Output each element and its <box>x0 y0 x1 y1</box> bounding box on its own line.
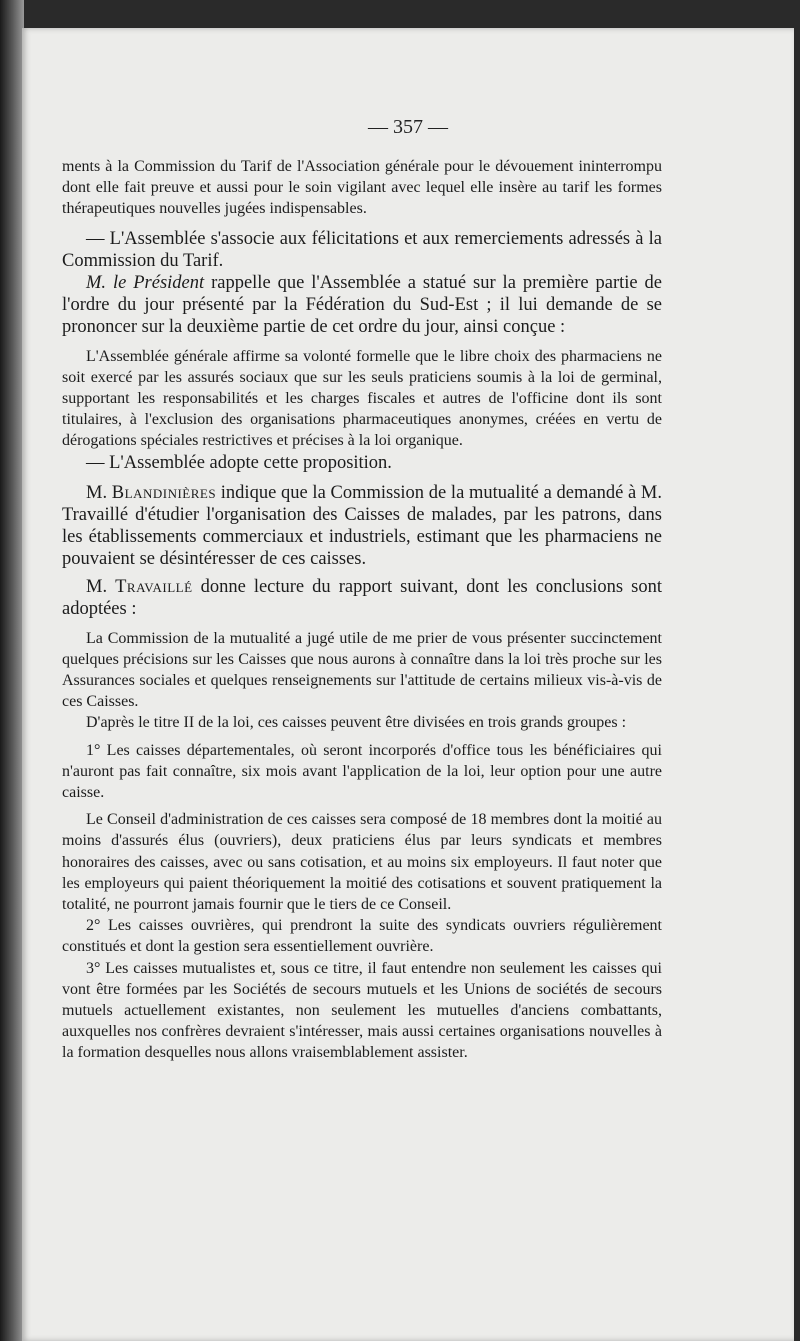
speaker-name-blandinieres: Blandinières <box>111 482 217 503</box>
paragraph-departmental-funds: 1° Les caisses départementales, où seront incorporés d'office tous les bénéficiaires qui n'auront pas fait connaître, six mois avant l'application de la loi, leur option pour une autre caisse. <box>62 741 662 802</box>
paragraph-motion-adopted: — L'Assemblée adopte cette proposition. <box>86 452 392 473</box>
president-label: M. le Président <box>86 272 205 293</box>
paragraph-three-groups: D'après le titre II de la loi, ces caisses peuvent être divisées en trois grands groupes : <box>86 714 627 732</box>
paragraph-travaille <box>62 576 662 620</box>
paragraph-blandinieres <box>62 482 662 570</box>
speaker-prefix: M. <box>86 482 112 503</box>
paragraph-motion-text: L'Assemblée générale affirme sa volonté formelle que le libre choix des pharmaciens ne soit exercé par les assurés sociaux que sur les seuls praticiens soumis à la loi de germinal, supportant les responsabilités et les charges fiscales et autres de l'officine dont ils sont titulaires, à l'exclusion des organisations pharmaceutiques anonymes, créées en vertu de dérogations spéciales restrictives et précises à la loi organique. <box>62 347 662 450</box>
speaker-name-travaille: Travaillé <box>115 576 193 597</box>
paragraph-president-recall <box>62 272 662 338</box>
paragraph-mutual-funds: 3° Les caisses mutualistes et, sous ce titre, il faut entendre non seulement les caisses qui vont être formées par les Sociétés de secours mutuels et les Unions de sociétés de secours mutuels actuellement existantes, non seulement les mutuelles d'anciens combattants, auxquelles nos confrères devraient s'intéresser, mais aussi certaines organisations nouvelles à la formation desquelles nous allons vraisemblablement assister. <box>62 959 662 1062</box>
blandinieres-text: indique que la Commission de la mutualité a demandé à M. Travaillé d'étudier l'organisation des Caisses de malades, par les patrons, dans les établissements commerciaux et industriels, estimant que les pharmaciens ne pouvaient se désintéresser de ces caisses. <box>62 482 662 569</box>
book-page <box>22 28 794 1341</box>
president-recall-text: rappelle que l'Assemblée a statué sur la première partie de l'ordre du jour présenté par la Fédération du Sud-Est ; il lui demande de se prononcer sur la deuxième partie de cet ordre du jour, ainsi conçue : <box>62 272 662 337</box>
paragraph-board-composition: Le Conseil d'administration de ces caisses sera composé de 18 membres dont la moitié au moins d'assurés élus (ouvriers), deux praticiens élus par leurs syndicats et membres honoraires des caisses, avec ou sans cotisation, et au moins six employeurs. Il faut noter que les employeurs qui paient théoriquement la moitié des cotisations et souvent pratiquement la totalité, ne pourront jamais fournir que le tiers de ce Conseil. <box>62 811 662 914</box>
paragraph-worker-funds: 2° Les caisses ouvrières, qui prendront la suite des syndicats ouvriers régulièrement constitués et dont la gestion sera essentiellement ouvrière. <box>62 917 662 956</box>
paragraph-report-intro: La Commission de la mutualité a jugé utile de me prier de vous présenter succinctement quelques précisions sur les Caisses que nous aurons à connaître dans la loi très proche sur les Assurances sociales et quelques renseignements sur l'attitude de certains milieux vis-à-vis de ces Caisses. <box>62 629 662 711</box>
book-spine-shadow <box>0 0 24 1341</box>
page-body <box>62 156 662 1064</box>
travaille-text: donne lecture du rapport suivant, dont les conclusions sont adoptées : <box>62 576 662 619</box>
paragraph-thanks-continuation: ments à la Commission du Tarif de l'Association générale pour le dévouement ininterrompu dont elle fait preuve et aussi pour le soin vigilant avec lequel elle insère au tarif les formes thérapeutiques nouvelles jugées indispensables. <box>62 158 662 218</box>
speaker-prefix: M. <box>86 576 116 597</box>
paragraph-assembly-associates: — L'Assemblée s'associe aux félicitations et aux remerciements adressés à la Commission du Tarif. <box>62 228 662 271</box>
page-number: — 357 — <box>368 116 448 138</box>
